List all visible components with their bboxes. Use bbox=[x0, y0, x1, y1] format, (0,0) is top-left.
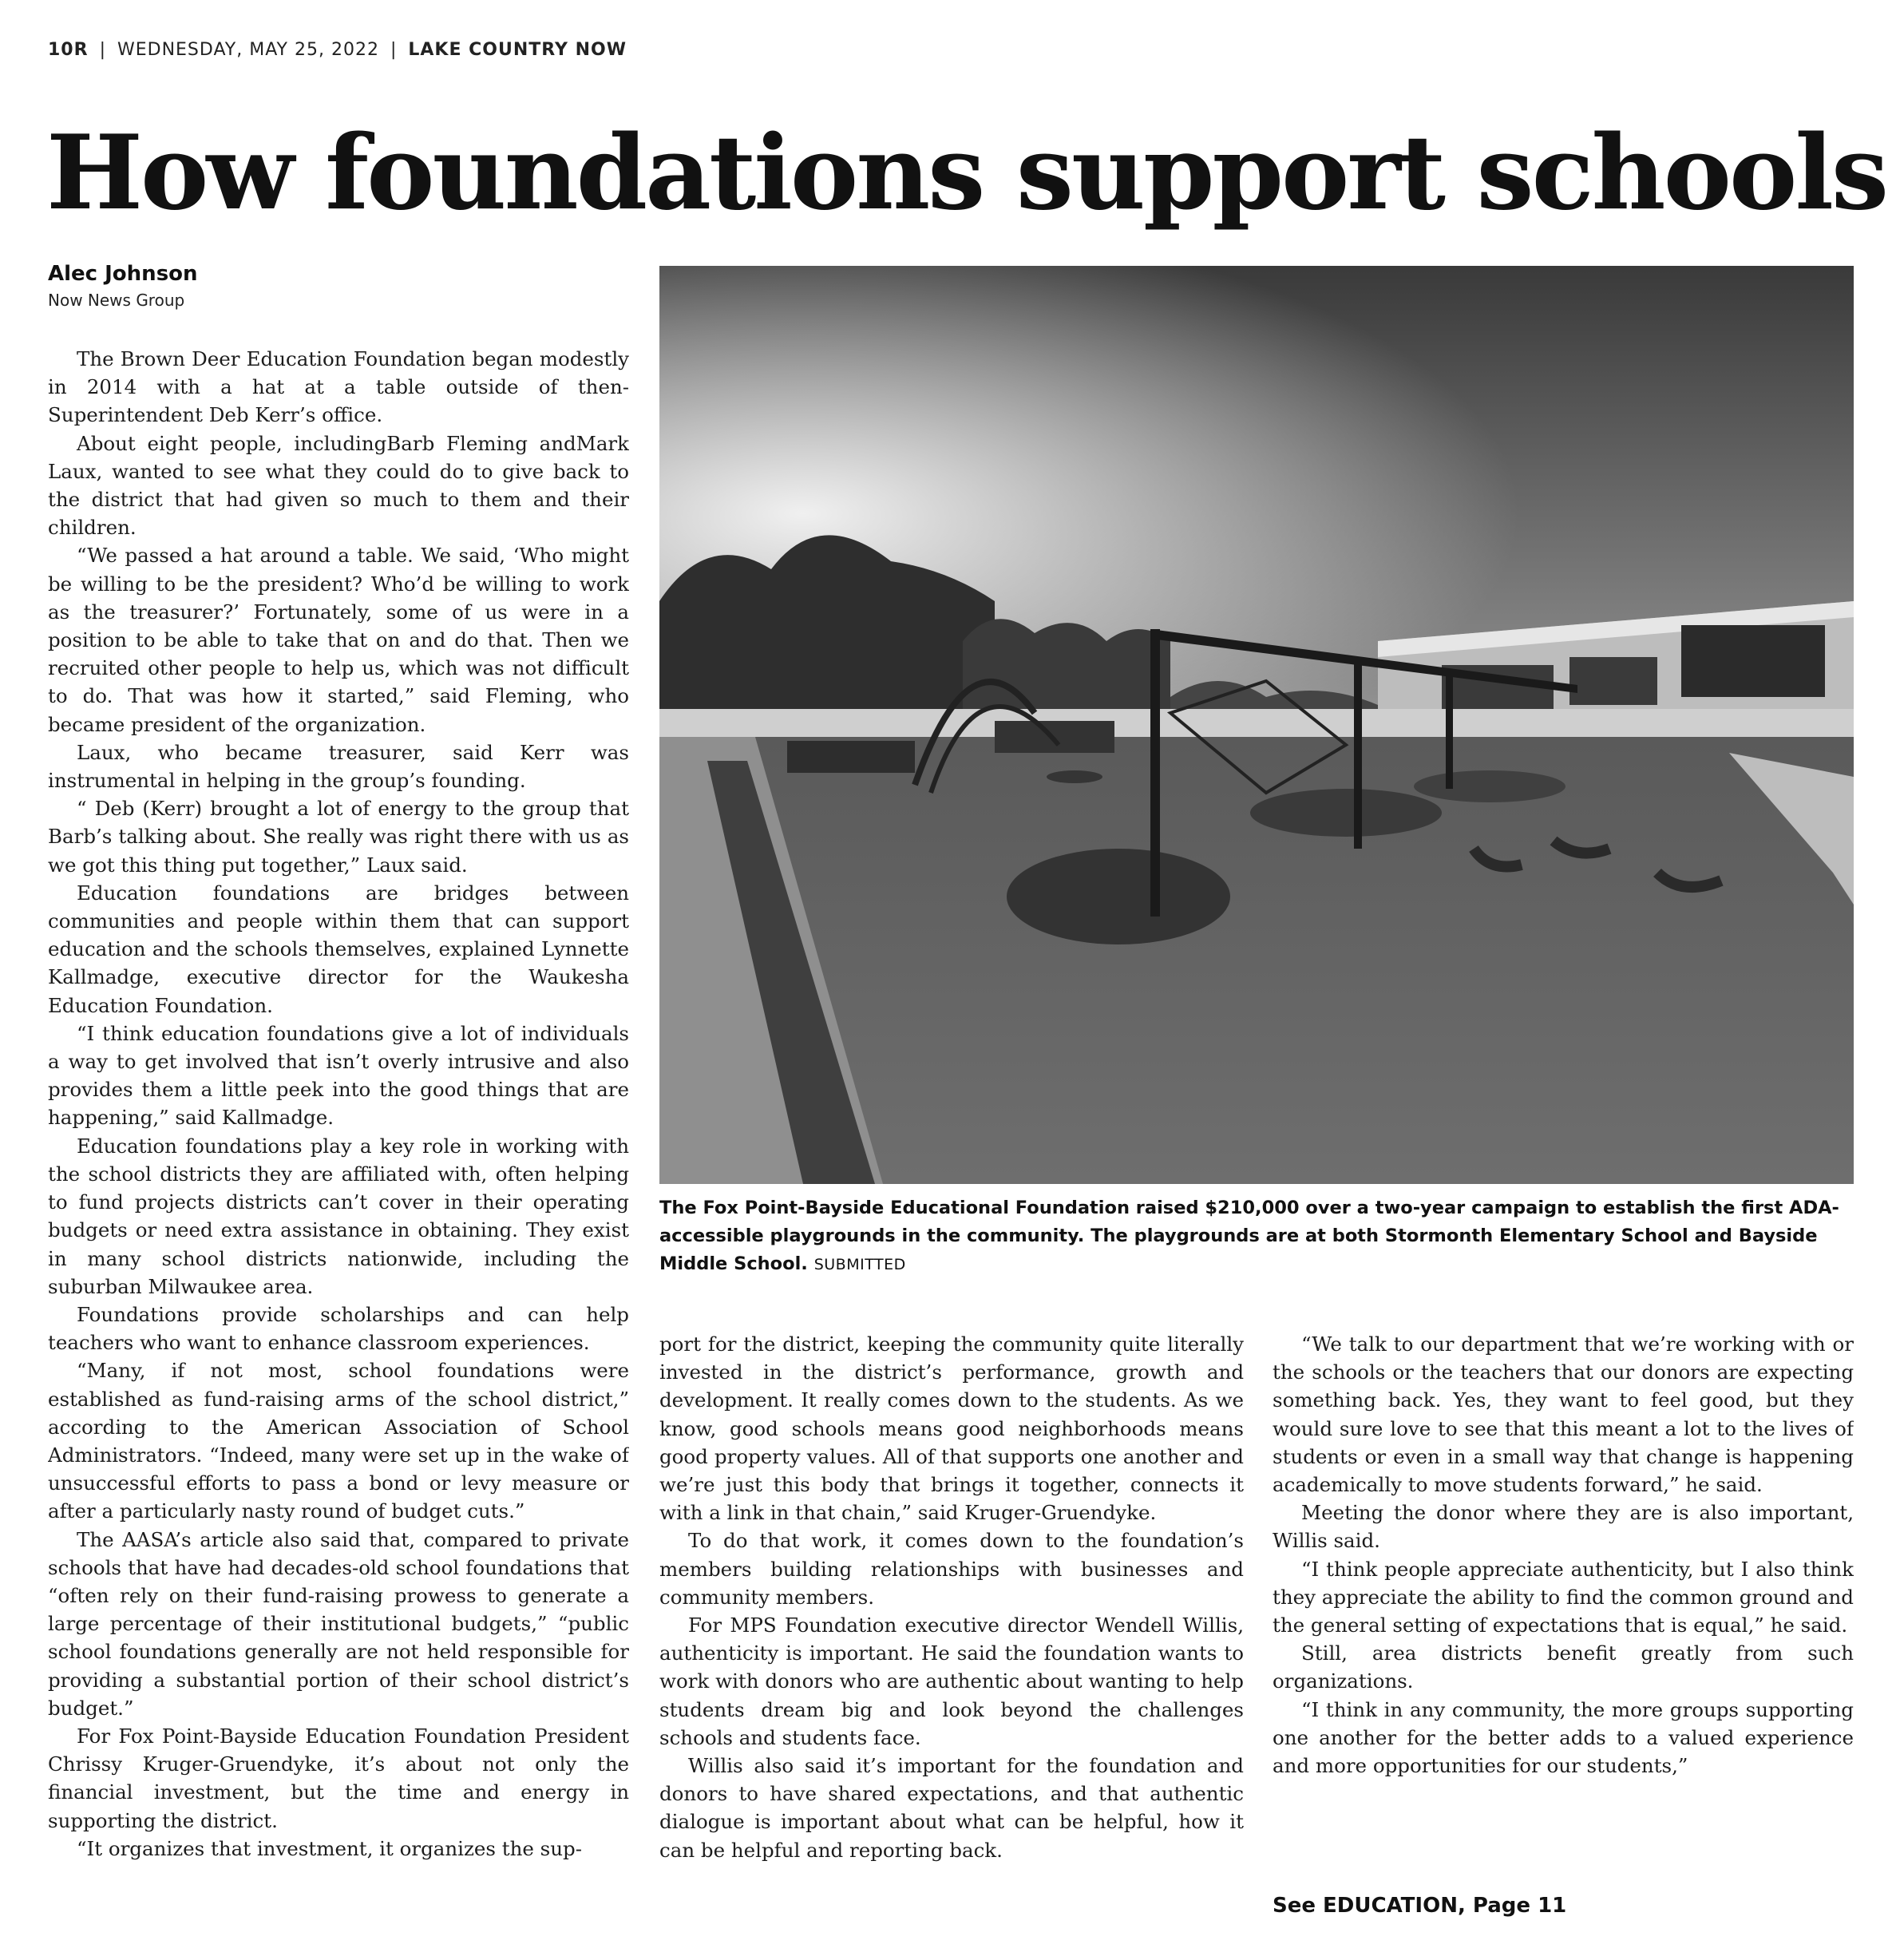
paragraph: The AASA’s article also said that, compared to private schools that have had decades-old school foundations that “often rely on their fund-raising prowess to generate a large percentage of their institutional budgets,” “public school foundations generally are not held responsible for providing a substantial portion of their school district’s budget.” bbox=[48, 1527, 629, 1720]
article-column-1 bbox=[48, 345, 629, 1902]
paragraph: “I think people appreciate authenticity, but I also think they appreciate the ability to find the common ground and the general setting of expectations that is equal,” he said. bbox=[1273, 1557, 1854, 1637]
paragraph: “We talk to our department that we’re working with or the schools or the teachers that our donors are expecting something back. Yes, they want to feel good, but they would sure love to see that this meant a lot to the lives of students or even in a small way that change is happening academically to move students forward,” he said. bbox=[1273, 1332, 1854, 1497]
page-folio bbox=[48, 40, 627, 60]
folio-separator: | bbox=[390, 40, 398, 60]
paragraph: To do that work, it comes down to the foundation’s members building relationships with businesses and community members. bbox=[659, 1529, 1244, 1609]
photo-caption bbox=[659, 1194, 1854, 1279]
page-number: 10R bbox=[48, 40, 89, 60]
article-column-3 bbox=[1273, 1330, 1854, 1881]
paragraph: Foundations provide scholarships and can help teachers who want to enhance classroom experiences. bbox=[48, 1302, 629, 1355]
folio-separator: | bbox=[99, 40, 106, 60]
paragraph: Still, area districts benefit greatly from such organizations. bbox=[1273, 1641, 1854, 1693]
playground-photo bbox=[659, 266, 1854, 1184]
issue-date: WEDNESDAY, MAY 25, 2022 bbox=[117, 40, 379, 60]
photo-credit: SUBMITTED bbox=[813, 1256, 906, 1273]
paragraph: About eight people, includingBarb Fleming andMark Laux, wanted to see what they could do to give back to the district that had given so much to them and their children. bbox=[48, 431, 629, 540]
paragraph: For MPS Foundation executive director Wendell Willis, authenticity is important. He said the foundation wants to work with donors who are authentic about wanting to help students dream big and look beyond the challenges schools and students face. bbox=[659, 1614, 1244, 1749]
paragraph: Education foundations are bridges between communities and people within them that can support education and the schools themselves, explained Lynnette Kallmadge, executive director for the Waukesha Education Foundation. bbox=[48, 881, 629, 1017]
paragraph: Willis also said it’s important for the foundation and donors to have shared expectations, and that authentic dialogue is important about what can be helpful, how it can be helpful and reporting back. bbox=[659, 1754, 1244, 1862]
publication-name: LAKE COUNTRY NOW bbox=[408, 40, 627, 60]
author-name: Alec Johnson bbox=[48, 262, 198, 286]
author-organization: Now News Group bbox=[48, 291, 185, 310]
headline: How foundations support schools bbox=[46, 113, 1886, 233]
paragraph: The Brown Deer Education Foundation began modestly in 2014 with a hat at a table outside of then-Superintendent Deb Kerr’s office. bbox=[48, 347, 629, 427]
paragraph: “Many, if not most, school foundations were established as fund-raising arms of the school district,” according to the American Association of School Administrators. “Indeed, many were set up in the wake of unsuccessful efforts to pass a bond or levy measure or after a particularly nasty round of budget cuts.” bbox=[48, 1359, 629, 1523]
byline bbox=[48, 262, 198, 310]
paragraph: “ Deb (Kerr) brought a lot of energy to the group that Barb’s talking about. She really was right there with us as we got this thing put together,” Laux said. bbox=[48, 797, 629, 877]
paragraph: “I think in any community, the more groups supporting one another for the better adds to a valued experience and more opportunities for our students,” bbox=[1273, 1697, 1854, 1778]
paragraph: “It organizes that investment, it organizes the sup- bbox=[77, 1836, 582, 1860]
article-column-2 bbox=[659, 1330, 1244, 1905]
paragraph: “I think education foundations give a lot of individuals a way to get involved that isn’t overly intrusive and also provides them a little peek into the good things that are happening,” said Kallmadge. bbox=[48, 1021, 629, 1130]
paragraph: Laux, who became treasurer, said Kerr was instrumental in helping in the group’s founding. bbox=[48, 740, 629, 793]
paragraph-continued: port for the district, keeping the community quite literally invested in the district’s performance, growth and development. It really comes down to the students. As we know, good schools means good neighborhoods means good property values. All of that supports one another and we’re just this body that brings it together, connects it with a link in that chain,” said Kruger-Gruendyke. bbox=[659, 1332, 1244, 1525]
paragraph: Meeting the donor where they are is also important, Willis said. bbox=[1273, 1501, 1854, 1553]
paragraph: Education foundations play a key role in working with the school districts they are affiliated with, often helping to fund projects districts can’t cover in their operating budgets or need extra assistance in obtaining. They exist in many school districts nationwide, including the suburban Milwaukee area. bbox=[48, 1134, 629, 1298]
paragraph: For Fox Point-Bayside Education Foundation President Chrissy Kruger-Gruendyke, it’s about not only the financial investment, but the time and energy in supporting the district. bbox=[48, 1724, 629, 1832]
caption-text: The Fox Point-Bayside Educational Foundation raised $210,000 over a two-year campaign to establish the first ADA-accessible playgrounds in the community. The playgrounds are at both Stormonth Elementary School and Bayside Middle School. bbox=[659, 1198, 1839, 1274]
jump-line: See EDUCATION, Page 11 bbox=[1273, 1894, 1567, 1918]
paragraph: “We passed a hat around a table. We said, ‘Who might be willing to be the president? Who’d be willing to work as the treasurer?’ Fortunately, some of us were in a position to be able to take that on and do that. Then we recruited other people to help us, which was not difficult to do. That was how it started,” said Fleming, who became president of the organization. bbox=[48, 544, 629, 736]
